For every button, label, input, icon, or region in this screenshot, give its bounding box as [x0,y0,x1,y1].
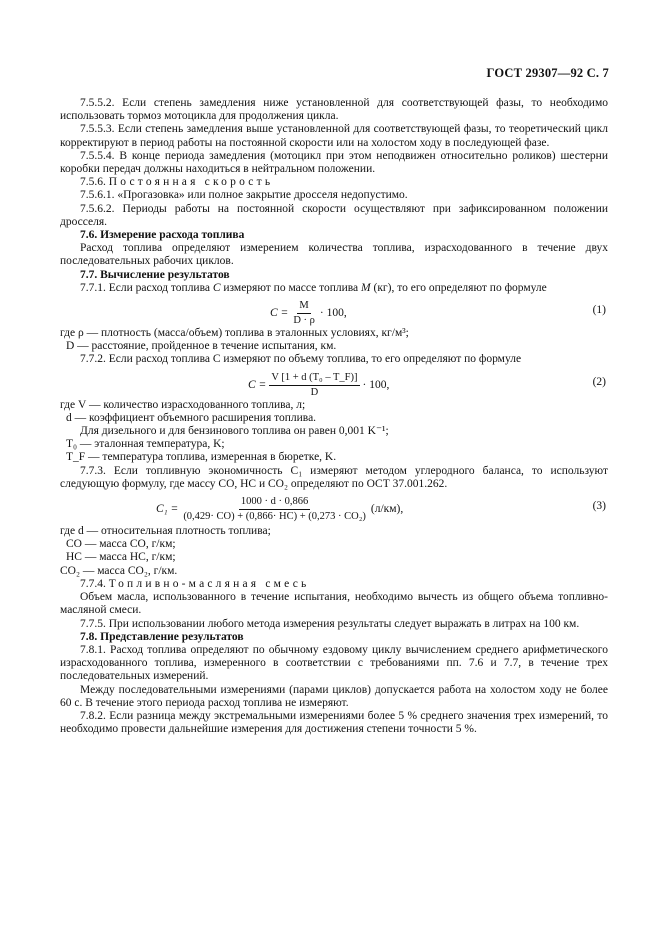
section-title: Топливно-масляная смесь [108,577,310,590]
numerator: 1000 · d · 0,866 [239,496,310,510]
denominator: D [310,386,319,398]
formula-1 [60,295,608,327]
fraction [269,372,359,399]
fraction [181,496,368,523]
definition-d: D — расстояние, пройденное в течение испытания, км. [66,340,337,353]
paragraph-7-6: Расход топлива определяют измерением количества топлива, израсходованного в течение двух последовательных рабочих циклов. [60,242,608,268]
page-header: ГОСТ 29307—92 С. 7 [486,66,609,80]
paragraph-7-7-3: 7.7.3. Если топливную экономичность C₁ измеряют методом углеродного баланса, то используют следующую формулу, где массу CO, HC и CO₂ определяют по ОСТ 37.001.262. [60,464,608,490]
equation-number: (1) [592,304,606,317]
var-c: C [212,281,221,294]
formula-2 [60,367,608,399]
heading-7-5-6 [60,176,608,189]
paragraph-7-5-6-2: 7.5.6.2. Периоды работы на постоянной скорости осуществляют при зафиксированном положении дросселя. [60,202,608,228]
definition-co2: CO₂ — масса CO₂, г/км. [60,564,178,577]
denominator: (0,429· CO) + (0,866· HC) + (0,273 · CO₂) [183,511,366,523]
definition-rho: где ρ — плотность (масса/объем) топлива в эталонных условиях, кг/м³; [60,327,409,340]
denominator: D · ρ [293,315,315,327]
paragraph-7-5-5-4: 7.5.5.4. В конце периода замедления (мотоцикл при этом неподвижен относительно роликов) шестерни коробки передач должны находиться в нейтральном положении. [60,149,608,176]
paragraph-7-7-5: 7.7.5. При использовании любого метода измерения результаты следует выражать в литрах на 100 км. [80,617,580,630]
equation-number: (3) [592,500,606,513]
paragraph-7-5-5-2: 7.5.5.2. Если степень замедления ниже установленной для соответствующей фазы, то необходимо использовать тормоз мотоцикла для продолжения цикла. [60,97,608,123]
heading-7-6: 7.6. Измерение расхода топлива [80,229,245,242]
formula-tail: (л/км), [370,502,404,515]
var-m: M [361,281,371,294]
paragraph-7-7-2: 7.7.2. Если расход топлива C измеряют по объему топлива, то его определяют по формуле [80,353,522,366]
paragraph-7-7-1 [60,282,608,295]
text-run: (кг), то его определяют по формуле [370,281,547,294]
paragraph-7-7-4: Объем масла, использованного в течение испытания, необходимо вычесть из общего объема топливно-масляной смеси. [60,591,608,617]
heading-7-7-4 [60,578,608,591]
paragraph-7-5-6-1: 7.5.6.1. «Прогазовка» или полное закрытие дросселя недопустимо. [80,189,408,202]
section-number: 7.5.6. [80,176,106,189]
section-number: 7.7.4. [80,577,106,590]
paragraph-7-8-2: 7.8.2. Если разница между экстремальными измерениями более 5 % среднего значения трех измерений, то необходимо провести дальнейшие измерения для достижения степени точности 5 %. [60,709,608,736]
formula-tail: · 100, [362,378,390,391]
definition-hc: HC — масса HC, г/км; [66,551,176,564]
paragraph-7-8-1-b: Между последовательными измерениями (парами циклов) допускается работа на холостом ходу не более 60 с. В течение этого периода расход топлива не измеряют. [60,683,608,709]
numerator: M [297,300,310,314]
paragraph-7-5-5-3: 7.5.5.3. Если степень замедления выше установленной для соответствующей фазы, то теоретический цикл корректируют в период работы на постоянной скорости или на холостом ходу в последующей фазе. [60,123,608,149]
definition-d-coef: d — коэффициент объемного расширения топлива. [66,411,317,424]
heading-7-8: 7.8. Представление результатов [80,630,244,643]
formula-lhs: C = [248,378,267,391]
formula-3 [60,491,608,525]
definition-t0: T₀ — эталонная температура, K; [66,438,225,451]
definition-note: Для дизельного и для бензинового топлива он равен 0,001 K⁻¹; [80,425,389,438]
definition-tf: T_F — температура топлива, измеренная в бюретке, K. [66,451,337,464]
definition-rel-density: где d — относительная плотность топлива; [60,525,271,538]
formula-lhs: C = [270,306,289,319]
formula-tail: · 100, [319,306,347,319]
definition-v: где V — количество израсходованного топлива, л; [60,398,306,411]
heading-7-7: 7.7. Вычисление результатов [80,268,230,281]
text-run: измеряют по массе топлива [220,281,362,294]
section-title: Постоянная скорость [108,176,274,189]
equation-number: (2) [592,375,606,388]
paragraph-7-8-1: 7.8.1. Расход топлива определяют по обычному ездовому циклу вычислением среднего арифметического израсходованного топлива, измеренного в соответствии с требованиями пп. 7.6 и 7.7, в течение трех последовательных измерений. [60,643,608,683]
numerator: V [1 + d (T₀ – T_F)] [269,372,359,386]
definition-co: CO — масса CO, г/км; [66,538,176,551]
text-run: 7.7.1. Если расход топлива [80,281,213,294]
fraction [291,300,317,327]
formula-lhs: C₁ = [156,502,179,515]
document-body [60,97,608,736]
